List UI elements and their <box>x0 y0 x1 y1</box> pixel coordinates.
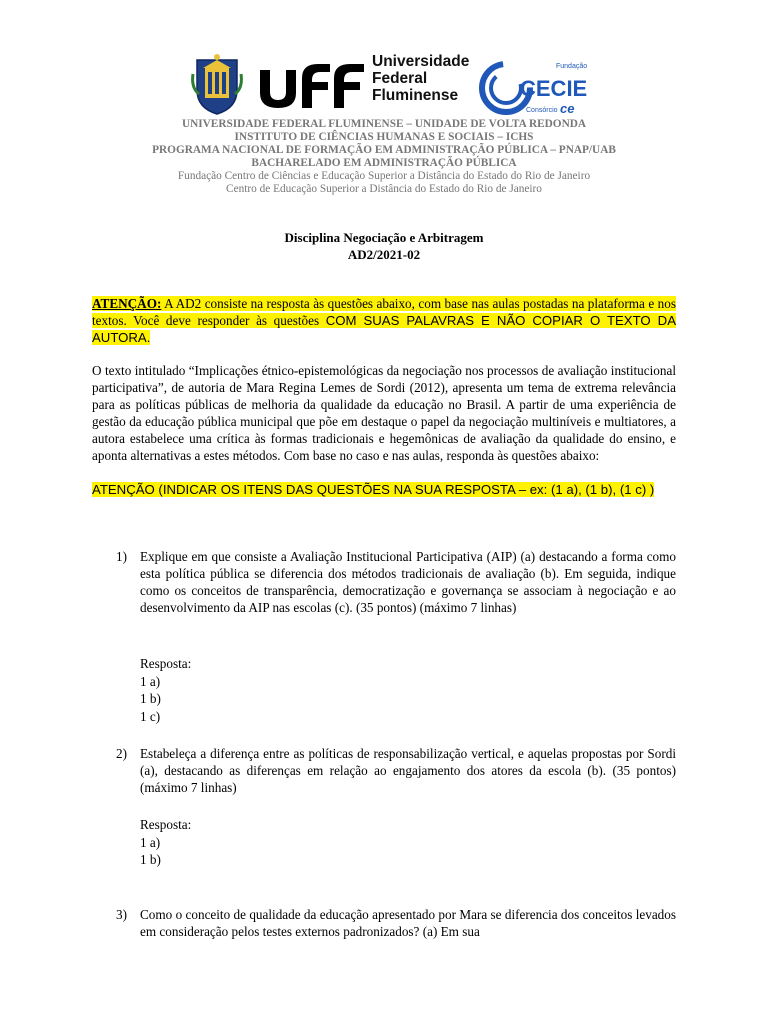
question-text: Explique em que consiste a Avaliação Institucional Participativa (AIP) (a) destacando a forma como esta política pública se diferencia dos métodos tradicionais de avaliação (b). Em seguida, indique como os conceitos de transparência, democratização e governança se associam à negociação e ao desenvolvimento da AIP nas escolas (c). (35 pontos) (máximo 7 linhas) <box>140 549 676 615</box>
attention-notice <box>92 295 676 346</box>
header-line-6: Centro de Educação Superior a Distância do Estado do Rio de Janeiro <box>226 183 542 195</box>
answer-item: 1 b) <box>140 852 161 867</box>
question-number: 2) <box>116 746 127 761</box>
page-title <box>0 229 768 263</box>
question-2 <box>116 745 676 796</box>
answer-block-1 <box>140 655 191 725</box>
question-text: Estabeleça a diferença entre as políticas de responsabilização vertical, e aquelas propostas por Sordi (a), destacando as diferenças em relação ao engajamento dos atores da escola (b). (35 pontos) (máximo 7 linhas) <box>140 746 676 795</box>
university-crest-icon <box>191 54 243 116</box>
attention-text: A AD2 consiste na resposta às questões abaixo, com base nas aulas postadas na plataforma e nos textos. Você deve responder às questões <box>92 296 676 328</box>
cecie-big-text: CECIE <box>520 76 588 101</box>
answer-item: 1 b) <box>140 691 161 706</box>
answer-block-2 <box>140 816 191 869</box>
answer-label: Resposta: <box>140 817 192 832</box>
attention-items-notice <box>92 481 676 498</box>
discipline-title: Disciplina Negociação e Arbitragem <box>284 230 484 245</box>
logos-row <box>0 52 768 118</box>
assignment-code: AD2/2021-02 <box>347 247 421 262</box>
answer-label: Resposta: <box>140 656 192 671</box>
intro-paragraph: O texto intitulado “Implicações étnico-epistemológicas da negociação nos processos de avaliação institucional participativa”, de autoria de Mara Regina Lemes de Sordi (2012), apresenta um tema de extrema relevância para as políticas públicas de melhoria da qualidade da educação no Brasil. A partir de uma experiência de gestão da educação pública municipal que põe em destaque o papel da negociação multiníveis e multiatores, a autora estabelece uma crítica às formas tradicionais e hegemônicas de avaliação da qualidade do ensino, e aponta alternativas a estes métodos. Com base no caso e nas aulas, responda às questões abaixo: <box>92 363 676 463</box>
cecie-small-top: Fundação <box>556 63 588 70</box>
institution-header <box>0 118 768 196</box>
answer-item: 1 a) <box>140 834 161 850</box>
answer-item: 1 a) <box>140 673 161 689</box>
uff-name-line-1: Universidade <box>372 53 470 70</box>
uff-logo-icon <box>258 62 368 110</box>
attention-emphasis: COM SUAS PALAVRAS E NÃO COPIAR O TEXTO DA AUTORA. <box>92 313 676 345</box>
header-line-4: BACHARELADO EM ADMINISTRAÇÃO PÚBLICA <box>251 157 517 169</box>
question-number: 3) <box>116 907 127 922</box>
header-line-5: Fundação Centro de Ciências e Educação Superior a Distância do Estado do Rio de Janeiro <box>177 170 591 182</box>
attention-items-text: ATENÇÃO (INDICAR OS ITENS DAS QUESTÕES NA SUA RESPOSTA – ex: (1 a), (1 b), (1 c) ) <box>92 482 655 497</box>
question-number: 1) <box>116 549 127 564</box>
uff-name-line-3: Fluminense <box>372 87 459 104</box>
cecie-small-bottom: Consórcio <box>526 107 558 114</box>
question-text: Como o conceito de qualidade da educação apresentado por Mara se diferencia dos conceitos levados em consideração pelos testes externos padronizados? (a) Em sua <box>140 907 676 939</box>
cecie-ce-text: ce <box>560 101 575 116</box>
cecie-logo-icon <box>478 58 590 116</box>
question-3 <box>116 906 676 940</box>
answer-item: 1 c) <box>140 708 161 724</box>
header-line-3: PROGRAMA NACIONAL DE FORMAÇÃO EM ADMINISTRAÇÃO PÚBLICA – PNAP/UAB <box>152 144 616 156</box>
attention-label: ATENÇÃO: <box>92 296 162 311</box>
uff-name-text <box>372 53 469 104</box>
question-1 <box>116 548 676 616</box>
header-line-1: UNIVERSIDADE FEDERAL FLUMINENSE – UNIDADE DE VOLTA REDONDA <box>181 118 587 130</box>
header-line-2: INSTITUTO DE CIÊNCIAS HUMANAS E SOCIAIS – ICHS <box>234 131 534 143</box>
uff-name-line-2: Federal <box>372 70 428 87</box>
